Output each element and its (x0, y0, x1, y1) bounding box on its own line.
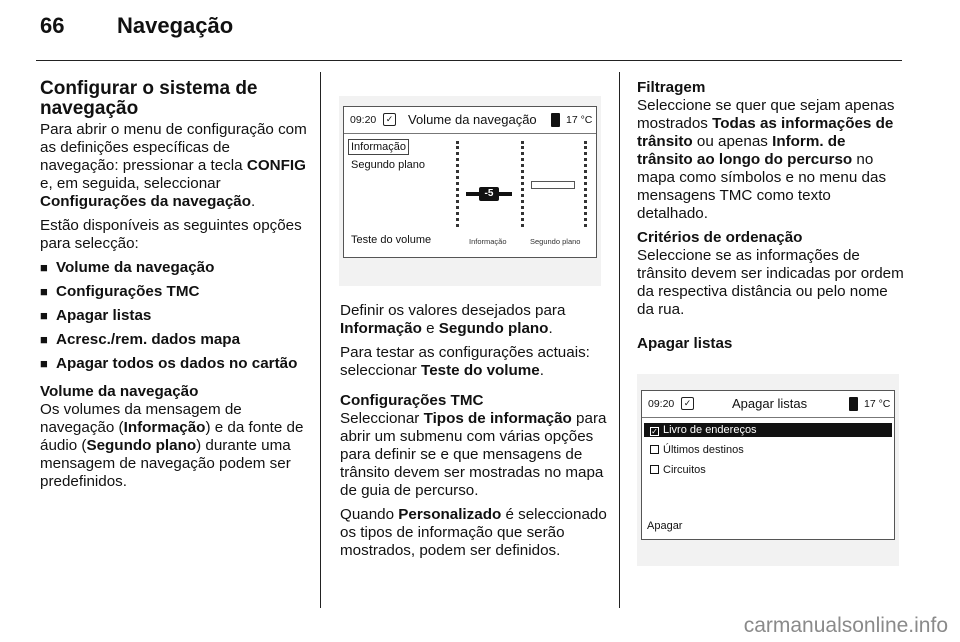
screen-status-bar (344, 107, 596, 134)
volume-paragraph: Os volumes da mensagem de navegação (Informação) e da fonte de áudio (Segundo plano) durante uma mensagem de navegação podem ser predefinidos. (40, 401, 304, 490)
subsection-heading: Critérios de ordenação (637, 229, 803, 246)
check-icon: ✓ (383, 113, 396, 126)
paragraph: Seleccionar Tipos de informação para abrir um submenu com várias opções para definir se e que mensagens de trânsito devem ser mostradas no mapa de guia de percurso. (340, 410, 607, 499)
list-item-livro-enderecos[interactable]: ✓ Livro de endereços (644, 423, 892, 437)
temperature: 17 °C (864, 398, 891, 410)
list-item-ultimos-destinos[interactable]: Últimos destinos (650, 444, 744, 456)
list-item: ■ Configurações TMC (40, 283, 308, 301)
screenshot-frame (637, 374, 899, 566)
clear-lists-screen (641, 390, 895, 540)
volume-scale (456, 141, 459, 227)
clock: 09:20 (648, 398, 675, 410)
column-divider (320, 72, 321, 608)
temperature: 17 °C (566, 114, 593, 126)
slider-caption: Informação (469, 237, 507, 246)
information-slider[interactable]: -5 (479, 187, 499, 201)
column-divider (619, 72, 620, 608)
watermark: carmanualsonline.info (743, 614, 948, 637)
clear-button[interactable]: Apagar (647, 520, 683, 532)
paragraph: Seleccione se as informações de trânsito devem ser indicadas por ordem da respectiva distância ou pelo nome da rua. (637, 247, 904, 318)
subsection-heading: Filtragem (637, 79, 706, 96)
column-3 (637, 79, 905, 353)
clock: 09:20 (350, 114, 377, 126)
menu-item-segundo-plano[interactable]: Segundo plano (351, 159, 426, 171)
menu-item-informacao[interactable]: Informação (348, 139, 409, 155)
checkbox-checked-icon: ✓ (651, 427, 658, 436)
page-header-title: Navegação (117, 13, 234, 38)
subsection-heading: Volume da navegação (40, 383, 199, 400)
volume-scale (521, 141, 524, 227)
list-item-circuitos[interactable]: Circuitos (650, 464, 706, 476)
options-intro: Estão disponíveis as seguintes opções para selecção: (40, 217, 302, 252)
options-list (40, 259, 308, 373)
background-slider[interactable] (531, 181, 575, 189)
page-number: 66 (40, 13, 65, 38)
section-heading: Configurar o sistema de navegação (40, 78, 258, 119)
volume-screen (343, 106, 597, 258)
list-item: ■ Volume da navegação (40, 259, 308, 277)
header-rule (36, 60, 902, 61)
subsection-heading: Apagar listas (637, 335, 733, 352)
volume-scale (584, 141, 587, 227)
list-item: ■ Apagar todos os dados no cartão (40, 355, 308, 373)
screen-title: Apagar listas (732, 396, 808, 411)
column-2 (340, 302, 608, 566)
checkbox-icon (650, 465, 659, 474)
phone-icon (849, 397, 858, 411)
checkbox-icon (650, 445, 659, 454)
screen-title: Volume da navegação (408, 112, 537, 127)
paragraph: Quando Personalizado é seleccionado os tipos de informação que serão mostrados, podem ser definidos. (340, 506, 607, 559)
subsection-heading: Configurações TMC (340, 392, 484, 409)
column-1 (40, 79, 308, 497)
paragraph: Seleccione se quer que sejam apenas mostrados Todas as informações de trânsito ou apenas Inform. de trânsito ao longo do percurso no mapa como símbolos e no menu das mensagens TMC como texto detalhado. (637, 97, 895, 222)
paragraph: Para testar as configurações actuais: seleccionar Teste do volume. (340, 344, 590, 379)
phone-icon (551, 113, 560, 127)
intro-paragraph: Para abrir o menu de configuração com as definições específicas de navegação: pressionar a tecla CONFIG e, em seguida, seleccionar Configurações da navegação. (40, 121, 307, 210)
menu-item-teste-volume[interactable]: Teste do volume (351, 234, 432, 246)
screenshot-frame (339, 96, 601, 286)
slider-caption: Segundo plano (530, 237, 581, 246)
list-item: ■ Apagar listas (40, 307, 308, 325)
paragraph: Definir os valores desejados para Informação e Segundo plano. (340, 302, 566, 337)
screen-status-bar (642, 391, 894, 418)
list-item: ■ Acresc./rem. dados mapa (40, 331, 308, 349)
check-icon: ✓ (681, 397, 694, 410)
